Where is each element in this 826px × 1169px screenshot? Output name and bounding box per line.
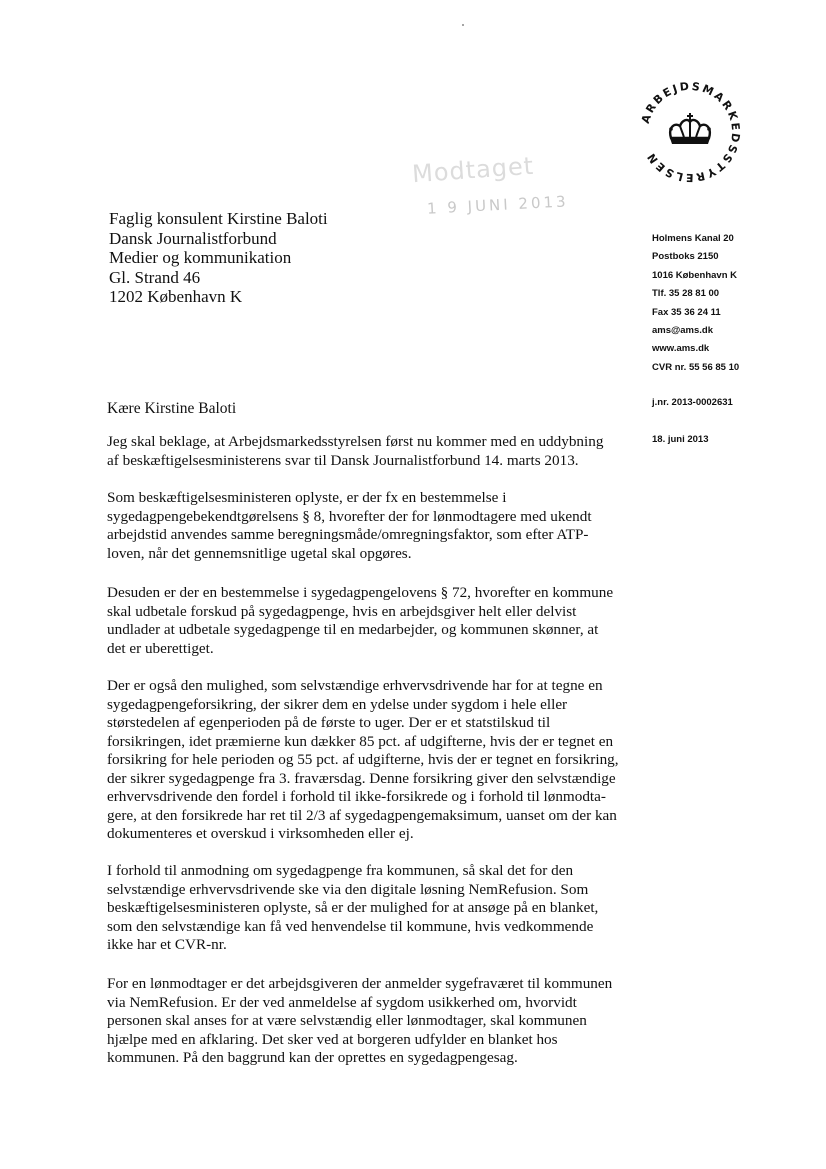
sender-email: ams@ams.dk	[652, 325, 714, 337]
body-paragraph	[107, 677, 619, 844]
logo-ring-text: ARBEJDSMARKEDSSTYRELSEN	[638, 79, 743, 185]
paragraph-line: hjælpe med en afklaring. Det sker ved at borgeren udfylder en blanket hos	[107, 1030, 558, 1048]
salutation: Kære Kirstine Baloti	[107, 400, 237, 417]
paragraph-line: det er uberettiget.	[107, 639, 214, 657]
received-stamp-label: Modtaget	[411, 151, 535, 189]
paragraph-line: arbejdstid anvendes samme beregningsmåde/omregningsfaktor, som efter ATP-	[107, 526, 589, 543]
paragraph-line: forsikring for hele perioden og 55 pct. af udgifterne, hvis der er tegnet en forsikring,	[107, 751, 619, 768]
sender-line: Tlf. 35 28 81 00	[652, 288, 720, 300]
paragraph-line: undlader at udbetale sygedagpenge til en medarbejder, og kommunen skønner, at	[107, 621, 599, 638]
letter-date: 18. juni 2013	[652, 434, 709, 445]
body-paragraph	[107, 862, 607, 955]
sender-line: Holmens Kanal 20	[652, 233, 734, 244]
recipient-address	[109, 209, 328, 307]
received-stamp-date: 1 9 JUNI 2013	[426, 192, 569, 218]
sender-contact-block	[652, 230, 739, 377]
paragraph-line: skal udbetale forskud på sygedagpenge, hvis en arbejdsgiver helt eller delvist	[107, 602, 577, 620]
sender-line: Fax 35 36 24 11	[652, 306, 721, 318]
sender-line: CVR nr. 55 56 85 10	[652, 361, 740, 373]
agency-logo	[636, 78, 744, 186]
paragraph-line: beskæftigelsesministeren oplyste, så er der mulighed for at ansøge på en blanket,	[107, 899, 599, 916]
paragraph-line: selvstændige erhvervsdrivende ske via den digitale løsning NemRefusion. Som	[107, 880, 589, 898]
body-paragraph	[107, 489, 607, 563]
sender-line: 1016 København K	[652, 269, 737, 281]
paragraph-line: af beskæftigelsesministerens svar til Dansk Journalistforbund 14. marts 2013.	[107, 451, 579, 469]
sender-line: Postboks 2150	[652, 251, 719, 263]
body-paragraph	[107, 584, 614, 658]
paragraph-line: via NemRefusion. Er der ved anmeldelse af sygdom usikkerhed om, hvorvidt	[107, 993, 577, 1011]
paragraph-line: For en lønmodtager er det arbejdsgiveren der anmelder sygefraværet til kommunen	[107, 975, 613, 992]
recipient-line: Medier og kommunikation	[109, 248, 292, 267]
paragraph-line: Som beskæftigelsesministeren oplyste, er der fx en bestemmelse i	[107, 489, 507, 506]
paragraph-line: Jeg skal beklage, at Arbejdsmarkedsstyrelsen først nu kommer med en uddybning	[107, 433, 604, 450]
scan-speck	[462, 24, 464, 26]
paragraph-line: erhvervsdrivende den fordel i forhold til ikke-forsikrede og i forhold til lønmodta-	[107, 788, 606, 805]
paragraph-line: I forhold til anmodning om sygedagpenge fra kommunen, så skal det for den	[107, 862, 574, 879]
paragraph-line: der sikrer sygedagpenge fra 3. fraværsdag. Denne forsikring giver den selvstændige	[107, 769, 616, 787]
paragraph-line: sygedagpengebekendtgørelsens § 8, hvorefter der for lønmodtagere med ukendt	[107, 507, 592, 525]
recipient-line: Faglig konsulent Kirstine Baloti	[109, 209, 328, 228]
paragraph-line: ikke har et CVR-nr.	[107, 936, 227, 953]
paragraph-line: personen skal anses for at være selvstændig eller lønmodtager, skal kommunen	[107, 1012, 587, 1029]
paragraph-line: dokumenteres et overskud i virksomheden eller ej.	[107, 825, 414, 842]
body-paragraph	[107, 433, 607, 470]
paragraph-line: gere, at den forsikrede har ret til 2/3 af sygedagpengemaksimum, uanset om der kan	[107, 806, 617, 824]
paragraph-line: sygedagpengeforsikring, der sikrer dem en ydelse under sygdom i hele eller	[107, 695, 568, 713]
paragraph-line: som den selvstændige kan få ved henvendelse til kommune, hvis vedkommende	[107, 917, 594, 935]
paragraph-line: loven, når det gennemsnitlige ugetal skal opgøres.	[107, 544, 412, 562]
paragraph-line: kommunen. På den baggrund kan der oprettes en sygedagpengesag.	[107, 1049, 518, 1066]
paragraph-line: størstedelen af egenperioden på de første to uger. Der er et statstilskud til	[107, 714, 551, 731]
paragraph-line: Desuden er der en bestemmelse i sygedagpengelovens § 72, hvorefter en kommune	[107, 584, 614, 601]
recipient-line: 1202 København K	[109, 287, 243, 306]
recipient-line: Gl. Strand 46	[109, 267, 201, 287]
paragraph-line: forsikringen, idet præmierne kun dækker 85 pct. af udgifterne, hvis der er tegnet en	[107, 732, 614, 750]
body-paragraph	[107, 975, 613, 1068]
paragraph-line: Der er også den mulighed, som selvstændige erhvervsdrivende har for at tegne en	[107, 677, 603, 694]
sender-website: www.ams.dk	[652, 343, 710, 355]
crown-icon	[669, 113, 711, 144]
recipient-line: Dansk Journalistforbund	[109, 228, 277, 248]
journal-number: j.nr. 2013-0002631	[652, 397, 733, 408]
